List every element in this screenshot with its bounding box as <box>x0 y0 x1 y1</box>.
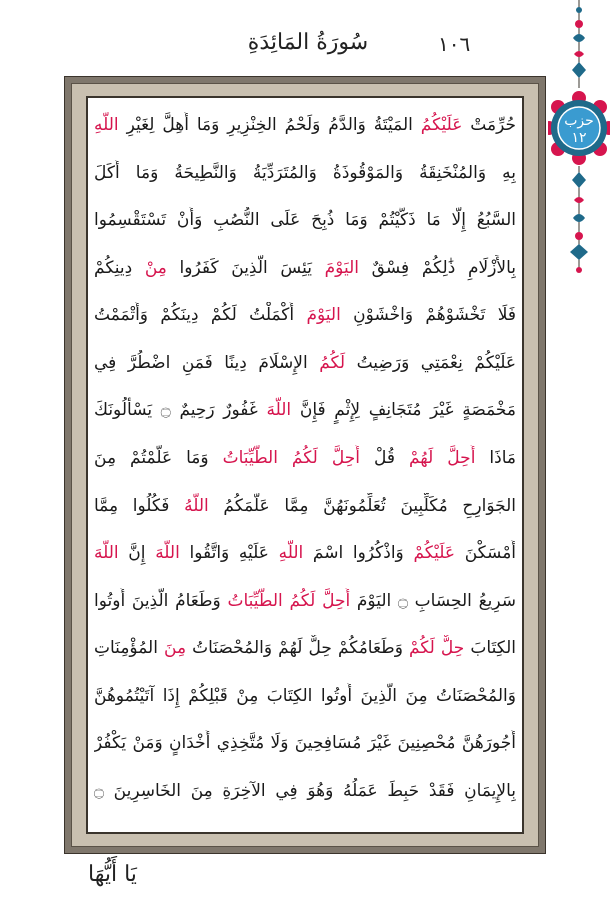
highlighted-word: مِنَ <box>164 638 187 659</box>
verse-segment: الكِتَابَ <box>464 638 516 659</box>
verse-segment: وَطَعَامُ الَّذِينَ أُوتُوا <box>94 590 228 611</box>
highlighted-word: عَلَيْكُمْ <box>413 543 456 564</box>
verse-segment: وَالمُحْصَنَاتُ مِنَ الَّذِينَ أُوتُوا الكِتَابَ مِنْ قَبْلِكُمْ إِذَا آتَيْتُمُوهُنَّ <box>94 685 516 706</box>
catchword: يَا أَيُّهَا <box>88 862 137 887</box>
highlighted-word: لَكُمُ <box>319 352 346 373</box>
verse-line <box>94 160 516 204</box>
highlighted-word: اللَّهِ <box>278 543 304 564</box>
highlighted-word: اليَوْمَ <box>306 305 341 326</box>
verse-segment: مَخْمَصَةٍ غَيْرَ مُتَجَانِفٍ لِإِثْمٍ فَإِنَّ <box>291 400 516 421</box>
page-header <box>0 28 615 58</box>
verse-segment: بِهِ وَالمُنْخَنِقَةُ وَالمَوْقُوذَةُ وَالمُتَرَدِّيَةُ وَالنَّطِيحَةُ وَمَا أَكَلَ <box>94 162 516 183</box>
verse-segment: أَمْسَكْنَ <box>455 543 516 564</box>
verse-segment: عَلَيْكُمْ نِعْمَتِي وَرَضِيتُ <box>345 352 516 373</box>
bottom-floral-stem-icon <box>570 166 588 273</box>
highlighted-word: اللَّهِ <box>94 115 119 135</box>
highlighted-word: اللَّهُ <box>184 495 209 516</box>
verse-segment: سَرِيعُ الحِسَابِ ۝ اليَوْمَ <box>350 590 516 611</box>
page-number: ١٠٦ <box>438 32 471 56</box>
verse-segment: بِالأَزْلَامِ ذَٰلِكُمْ فِسْقٌ <box>359 257 516 278</box>
verse-segment: يَئِسَ الَّذِينَ كَفَرُوا <box>166 257 325 278</box>
verse-segment: عَلَيْهِ وَاتَّقُوا <box>179 543 279 564</box>
verse-segment: غَفُورٌ رَحِيمٌ ۝ يَسْأَلُونَكَ <box>94 400 267 421</box>
side-ornament <box>548 0 610 280</box>
verse-segment: مَاذَا <box>475 447 516 468</box>
surah-title: سُورَةُ المَائِدَةِ <box>247 30 369 55</box>
verse-segment: إِنَّ <box>118 543 156 564</box>
verse-segment: بِالإِيمَانِ فَقَدْ حَبِطَ عَمَلُهُ وَهُوَ فِي الآخِرَةِ مِنَ الخَاسِرِينَ ۝ <box>94 780 516 801</box>
verse-segment: فَلَا تَخْشَوْهُمْ وَاخْشَوْنِ <box>340 305 516 326</box>
verse-line <box>94 493 516 537</box>
hizb-number: ١٢ <box>571 130 587 146</box>
highlighted-word: اللَّهَ <box>94 543 119 564</box>
highlighted-word: حِلٌّ لَكُمْ <box>408 638 465 659</box>
page-frame <box>64 76 546 854</box>
verse-segment: حُرِّمَتْ <box>462 115 516 135</box>
highlighted-word: أُحِلَّ لَكُمُ الطَّيِّبَاتُ <box>222 447 360 468</box>
verse-line <box>94 588 516 632</box>
verse-line <box>94 255 516 299</box>
verse-line <box>94 445 516 489</box>
highlighted-word: مِنْ <box>144 257 167 278</box>
verse-line <box>94 635 516 679</box>
highlighted-word: أُحِلَّ لَكُمُ الطَّيِّبَاتُ <box>227 590 351 611</box>
hizb-label: حزب <box>564 113 594 129</box>
verse-segment: دِينِكُمْ <box>94 257 145 278</box>
verse-line <box>94 540 516 584</box>
verse-segment: أُجُورَهُنَّ مُحْصِنِينَ غَيْرَ مُسَافِحِينَ وَلَا مُتَّخِذِي أَخْدَانٍ وَمَنْ يَكْفُرْ <box>94 733 516 754</box>
verse-line <box>94 778 516 822</box>
verse-line <box>94 683 516 727</box>
verse-segment: الإِسْلَامَ دِينًا فَمَنِ اضْطُرَّ فِي <box>94 352 320 373</box>
highlighted-word: اليَوْمَ <box>324 257 359 278</box>
verse-line <box>94 302 516 346</box>
verse-segment: السَّبُعُ إِلَّا مَا ذَكَّيْتُمْ وَمَا ذُبِحَ عَلَى النُّصُبِ وَأَنْ تَسْتَقْسِمُوا <box>94 210 516 231</box>
verse-text <box>94 112 516 822</box>
highlighted-word: أُحِلَّ لَهُمْ <box>408 447 476 468</box>
verse-segment: المُؤْمِنَاتِ <box>94 638 164 659</box>
text-panel <box>86 96 524 834</box>
verse-line <box>94 207 516 251</box>
highlighted-word: اللَّهَ <box>155 543 180 564</box>
verse-line <box>94 112 516 156</box>
verse-segment: المَيْتَةُ وَالدَّمُ وَلَحْمُ الخِنْزِيرِ وَمَا أُهِلَّ لِغَيْرِ <box>118 115 421 135</box>
verse-segment: وَاذْكُرُوا اسْمَ <box>303 543 414 564</box>
verse-segment: الجَوَارِحِ مُكَلِّبِينَ تُعَلِّمُونَهُنَّ مِمَّا عَلَّمَكُمُ <box>208 495 516 516</box>
verse-segment: وَمَا عَلَّمْتُمْ مِنَ <box>94 447 223 468</box>
frame-border <box>71 83 539 847</box>
highlighted-word: اللَّهَ <box>266 400 292 421</box>
top-floral-stem-icon <box>572 0 586 88</box>
highlighted-word: عَلَيْكُمُ <box>420 115 463 135</box>
verse-segment: أَكْمَلْتُ لَكُمْ دِينَكُمْ وَأَتْمَمْتُ <box>94 305 307 326</box>
verse-segment: فَكُلُوا مِمَّا <box>94 495 185 516</box>
verse-segment: وَطَعَامُكُمْ حِلٌّ لَهُمْ وَالمُحْصَنَاتُ <box>186 638 409 659</box>
verse-line <box>94 397 516 441</box>
verse-line <box>94 730 516 774</box>
verse-segment: قُلْ <box>359 447 409 468</box>
verse-line <box>94 350 516 394</box>
hizb-medallion-icon <box>548 91 610 165</box>
